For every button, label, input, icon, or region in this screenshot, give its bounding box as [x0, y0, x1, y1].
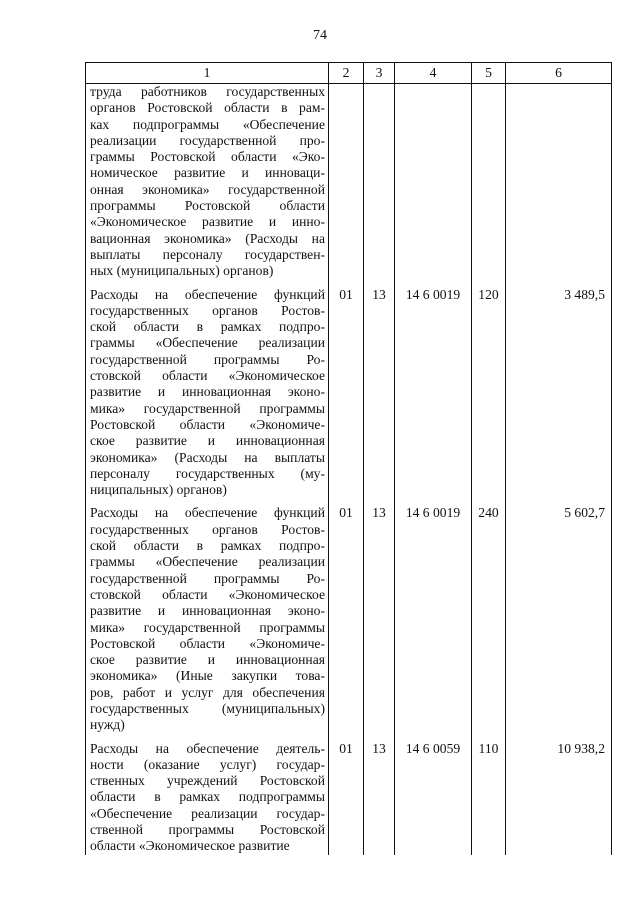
- description-line: ственной программы Ростовской: [90, 822, 325, 838]
- page-number: 74: [313, 28, 327, 43]
- expense-type-code: 240: [472, 505, 506, 733]
- table-body: [86, 84, 612, 855]
- spacer-cell: [506, 280, 612, 287]
- column-header-5: 5: [472, 63, 506, 84]
- description-line: Ростовской области «Экономиче-: [90, 416, 325, 432]
- description-line: стовской области «Экономическое: [90, 586, 325, 602]
- description-line: Расходы на обеспечение деятель-: [90, 740, 325, 756]
- spacer-cell: [395, 734, 472, 741]
- spacer-cell: [329, 734, 364, 741]
- target-article-code: 14 6 0059: [395, 741, 472, 855]
- spacer-cell: [364, 498, 395, 505]
- amount-value: 3 489,5: [506, 287, 612, 499]
- description-line: граммы «Обеспечение реализации: [90, 554, 325, 570]
- subsection-code: 13: [364, 741, 395, 855]
- description-line: органов Ростовской области в рам-: [90, 100, 325, 116]
- description-line: стовской области «Экономическое: [90, 368, 325, 384]
- row-spacer: [86, 498, 612, 505]
- table-header-row: [86, 63, 612, 84]
- target-article-code: 14 6 0019: [395, 505, 472, 733]
- section-code: 01: [329, 505, 364, 733]
- table-row: [86, 287, 612, 499]
- spacer-cell: [472, 498, 506, 505]
- row-spacer: [86, 280, 612, 287]
- expense-type-code: 120: [472, 287, 506, 499]
- description-line: государственных органов Ростов-: [90, 521, 325, 537]
- table-row: [86, 84, 612, 280]
- spacer-cell: [506, 734, 612, 741]
- target-article-code: 14 6 0019: [395, 287, 472, 499]
- description-line: ское развитие и инновационная: [90, 433, 325, 449]
- description-line: ское развитие и инновационная: [90, 652, 325, 668]
- column-header-3: 3: [364, 63, 395, 84]
- description-line: персоналу государственных (му-: [90, 465, 325, 481]
- description-line: ров, работ и услуг для обеспечения: [90, 684, 325, 700]
- description-line: онная экономика» государственной: [90, 181, 325, 197]
- row-description: [86, 505, 329, 733]
- spacer-cell: [472, 280, 506, 287]
- description-line: развитие и инновационная эконо-: [90, 603, 325, 619]
- column-header-4: 4: [395, 63, 472, 84]
- description-line: Ростовской области «Экономиче-: [90, 635, 325, 651]
- description-line: ской области в рамках подпро-: [90, 319, 325, 335]
- description-line: труда работников государственных: [90, 84, 325, 99]
- description-line: вационная экономика» (Расходы на: [90, 230, 325, 246]
- description-line: ской области в рамках подпро-: [90, 538, 325, 554]
- description-line: Расходы на обеспечение функций: [90, 286, 325, 302]
- amount-value: [506, 84, 612, 280]
- subsection-code: 13: [364, 287, 395, 499]
- spacer-cell: [329, 280, 364, 287]
- column-header-1: 1: [86, 63, 329, 84]
- spacer-cell: [329, 498, 364, 505]
- column-header-6: 6: [506, 63, 612, 84]
- section-code: [329, 84, 364, 280]
- description-line: ках подпрограммы «Обеспечение: [90, 116, 325, 132]
- description-line: ных (муниципальных) органов): [90, 263, 274, 279]
- description-line: государственной программы Ро-: [90, 570, 325, 586]
- description-line: номическое развитие и инноваци-: [90, 165, 325, 181]
- row-spacer: [86, 734, 612, 741]
- column-header-2: 2: [329, 63, 364, 84]
- description-line: программы Ростовской области: [90, 198, 325, 214]
- spacer-cell: [86, 498, 329, 505]
- target-article-code: [395, 84, 472, 280]
- expense-type-code: [472, 84, 506, 280]
- spacer-cell: [395, 280, 472, 287]
- spacer-cell: [395, 498, 472, 505]
- description-line: государственных (муниципальных): [90, 700, 325, 716]
- spacer-cell: [86, 734, 329, 741]
- description-line: ственных учреждений Ростовской: [90, 773, 325, 789]
- spacer-cell: [506, 498, 612, 505]
- subsection-code: 13: [364, 505, 395, 733]
- description-line: области «Экономическое развитие: [90, 838, 290, 854]
- spacer-cell: [86, 280, 329, 287]
- amount-value: 10 938,2: [506, 741, 612, 855]
- table-row: [86, 505, 612, 733]
- description-line: граммы Ростовской области «Эко-: [90, 149, 325, 165]
- row-description: [86, 287, 329, 499]
- description-line: Расходы на обеспечение функций: [90, 505, 325, 521]
- row-description: [86, 84, 329, 280]
- budget-table: [85, 62, 612, 855]
- description-line: области в рамках подпрограммы: [90, 789, 325, 805]
- row-description: [86, 741, 329, 855]
- spacer-cell: [364, 734, 395, 741]
- section-code: 01: [329, 287, 364, 499]
- description-line: ности (оказание услуг) государ-: [90, 756, 325, 772]
- description-line: экономика» (Иные закупки това-: [90, 668, 325, 684]
- description-line: «Экономическое развитие и инно-: [90, 214, 325, 230]
- table-row: [86, 741, 612, 855]
- description-line: нужд): [90, 717, 125, 733]
- spacer-cell: [472, 734, 506, 741]
- amount-value: 5 602,7: [506, 505, 612, 733]
- description-line: государственных органов Ростов-: [90, 302, 325, 318]
- description-line: «Обеспечение реализации государ-: [90, 805, 325, 821]
- description-line: мика» государственной программы: [90, 400, 325, 416]
- spacer-cell: [364, 280, 395, 287]
- expense-type-code: 110: [472, 741, 506, 855]
- description-line: развитие и инновационная эконо-: [90, 384, 325, 400]
- description-line: мика» государственной программы: [90, 619, 325, 635]
- subsection-code: [364, 84, 395, 280]
- description-line: выплаты персоналу государствен-: [90, 246, 325, 262]
- section-code: 01: [329, 741, 364, 855]
- description-line: реализации государственной про-: [90, 132, 325, 148]
- description-line: ниципальных) органов): [90, 482, 227, 498]
- description-line: государственной программы Ро-: [90, 351, 325, 367]
- description-line: граммы «Обеспечение реализации: [90, 335, 325, 351]
- description-line: экономика» (Расходы на выплаты: [90, 449, 325, 465]
